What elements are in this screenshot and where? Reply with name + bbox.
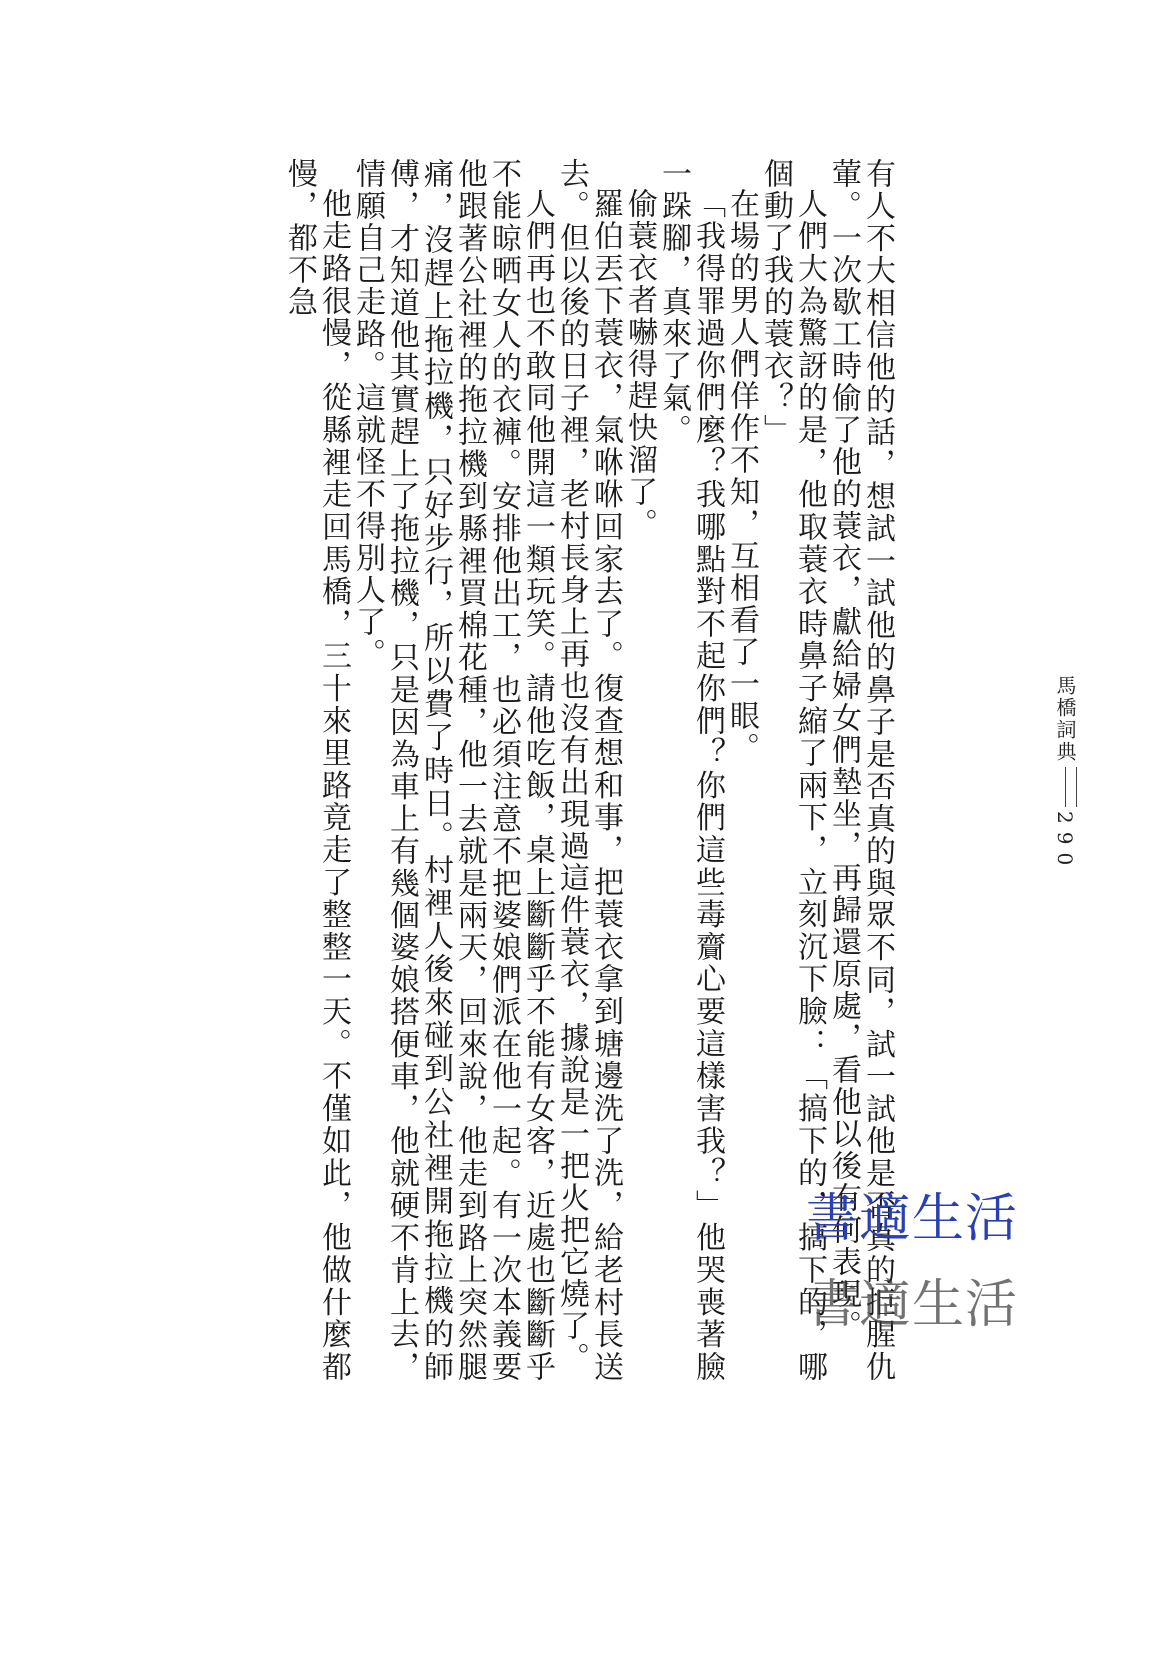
header-separator [1065, 767, 1077, 807]
paragraph-7: 人們再也不敢同他開這一類玩笑。請他吃飯，桌上斷斷乎不能有女客，近處也斷斷乎不能晾晒女人的衣褲。安排他出工，也必須注意不把婆娘們派在他一起。有一次本義要他跟著公社裡的拖拉機到縣裡買棉花種，他一去就是兩天，回來說，他走到路上突然腿痛，沒趕上拖拉機，只好步行，所以費了時日。村裡人後來碰到公社裡開拖拉機的師傅，才知道他其實趕上了拖拉機，只是因為車上有幾個婆娘搭便車，他就硬不肯上去，情願自己走路。這就怪不得別人了。 [350, 158, 555, 1383]
paragraph-2: 人們大為驚訝的是，他取蓑衣時鼻子縮了兩下，立刻沉下臉：「搞下的，搞下的，哪個動了我的蓑衣？」 [758, 158, 827, 1383]
paragraph-6: 羅伯丟下蓑衣，氣咻咻回家去了。復查想和事，把蓑衣拿到塘邊洗了洗，給老村長送去。但以後的日子裡，老村長身上再也沒有出現過這件蓑衣，據說是一把火把它燒了。 [554, 158, 623, 1383]
page-number: 290 [1053, 811, 1077, 874]
paragraph-1: 有人不大相信他的話，想試一試他的鼻子是否真的與眾不同，試一試他是否真的拒腥仇葷。一次歇工時偷了他的蓑衣，獻給婦女們墊坐，再歸還原處，看他以後有何表現。 [826, 158, 895, 1383]
paragraph-5: 偷蓑衣者嚇得趕快溜了。 [622, 188, 657, 540]
paragraph-3: 在場的男人們佯作不知，互相看了一眼。 [724, 188, 759, 764]
paragraph-4: 「我得罪過你們麼？我哪點對不起你們？你們這些毒齎心要這樣害我？」他哭喪著臉一跺腳，真來了氣。 [656, 158, 725, 1383]
watermark-primary: 書適生活 [806, 1189, 1019, 1249]
running-header [1040, 675, 1080, 875]
paragraph-8: 他走路很慢，從縣裡走回馬橋，三十來里路竟走了整整一天。不僅如此，他做什麼都慢，都不急 [282, 158, 351, 1383]
book-title: 馬橋詞典 [1053, 675, 1077, 763]
watermark-secondary: 書適生活 [806, 1275, 1019, 1335]
body-text [254, 158, 894, 1383]
